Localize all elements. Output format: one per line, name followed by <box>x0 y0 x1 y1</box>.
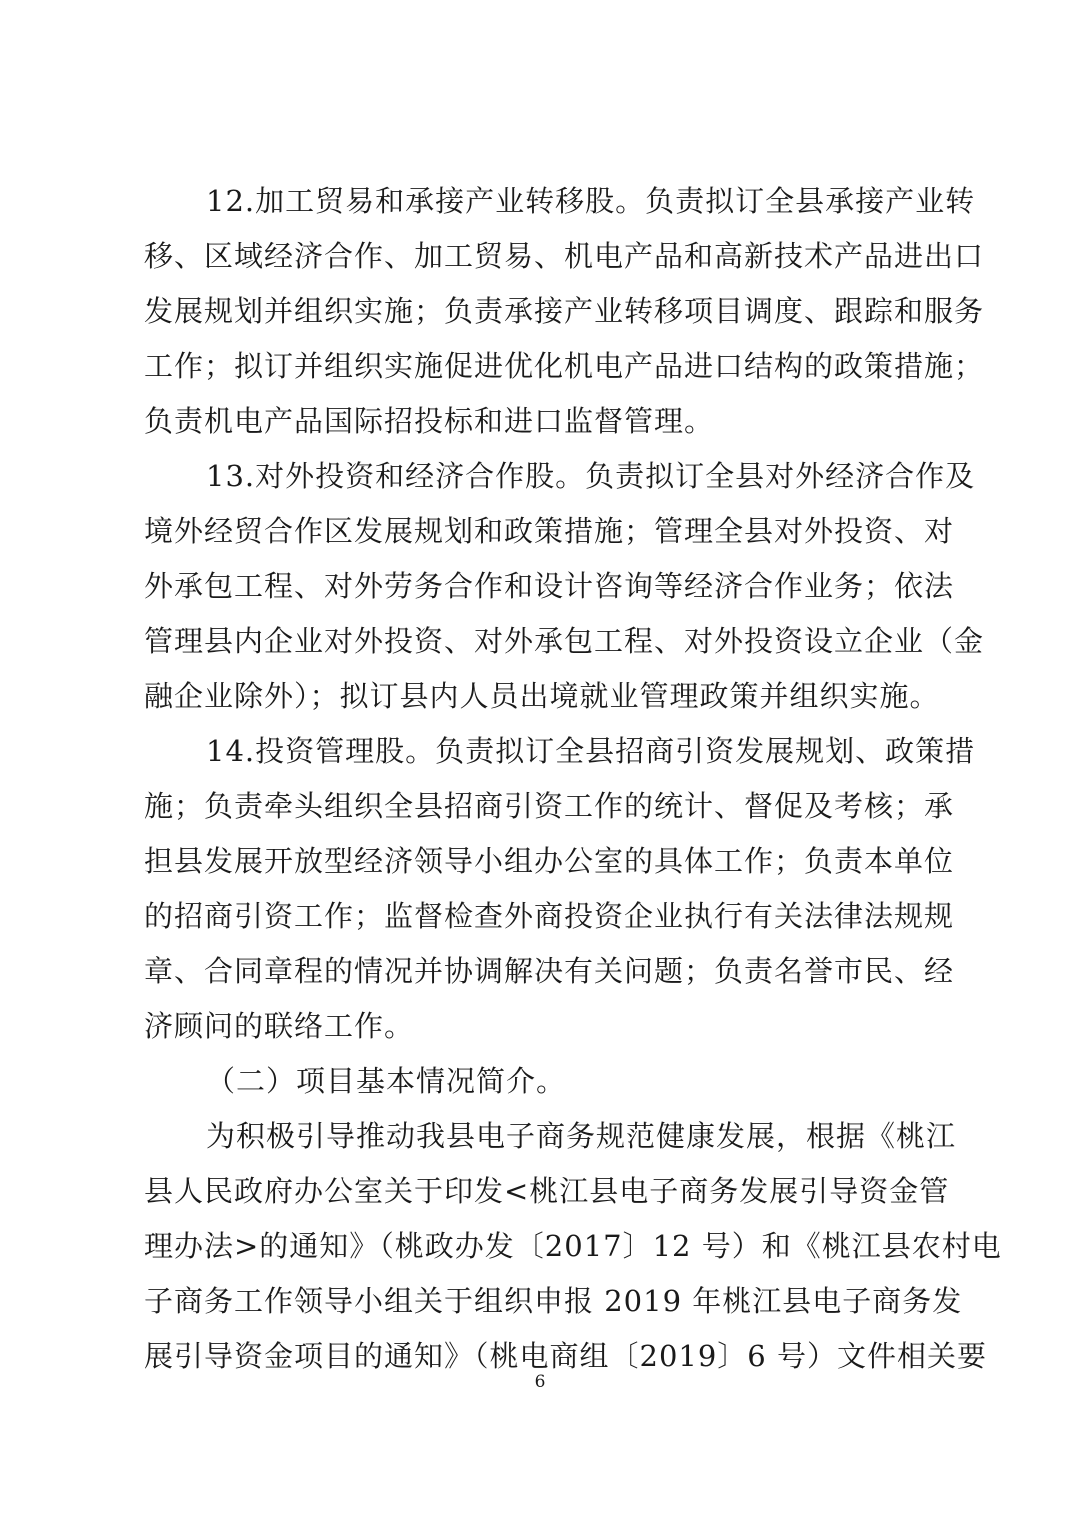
paragraph-12-line-2: 移、区域经济合作、加工贸易、机电产品和高新技术产品进出口 <box>144 239 985 273</box>
page-number: 6 <box>534 1372 546 1392</box>
paragraph-intro-line-1: 为积极引导推动我县电子商务规范健康发展，根据《桃江 <box>206 1119 957 1153</box>
paragraph-12-line-5: 负责机电产品国际招投标和进口监督管理。 <box>144 404 715 438</box>
paragraph-12-line-3: 发展规划并组织实施；负责承接产业转移项目调度、跟踪和服务 <box>144 294 985 328</box>
paragraph-13-line-1: 13.对外投资和经济合作股。负责拟订全县对外经济合作及 <box>206 459 976 493</box>
paragraph-13-line-2: 境外经贸合作区发展规划和政策措施；管理全县对外投资、对 <box>144 514 955 548</box>
paragraph-14-line-1: 14.投资管理股。负责拟订全县招商引资发展规划、政策措 <box>206 734 976 768</box>
paragraph-13-line-3: 外承包工程、对外劳务合作和设计咨询等经济合作业务；依法 <box>144 569 955 603</box>
paragraph-12-line-4: 工作；拟订并组织实施促进优化机电产品进口结构的政策措施； <box>144 349 985 383</box>
paragraph-14-line-3: 担县发展开放型经济领导小组办公室的具体工作；负责本单位 <box>144 844 955 878</box>
paragraph-13-line-4: 管理县内企业对外投资、对外承包工程、对外投资设立企业（金 <box>144 624 985 658</box>
paragraph-12-line-1: 12.加工贸易和承接产业转移股。负责拟订全县承接产业转 <box>206 184 976 218</box>
paragraph-14-line-6: 济顾问的联络工作。 <box>144 1009 415 1043</box>
paragraph-intro-line-2: 县人民政府办公室关于印发<桃江县电子商务发展引导资金管 <box>144 1174 950 1208</box>
body-text <box>144 174 1002 1384</box>
paragraph-intro-line-4: 子商务工作领导小组关于组织申报 2019 年桃江县电子商务发 <box>144 1284 963 1318</box>
paragraph-14-line-4: 的招商引资工作；监督检查外商投资企业执行有关法律法规规 <box>144 899 955 933</box>
paragraph-14-line-5: 章、合同章程的情况并协调解决有关问题；负责名誉市民、经 <box>144 954 955 988</box>
paragraph-intro-line-3: 理办法>的通知》（桃政办发〔2017〕12 号）和《桃江县农村电 <box>144 1229 1002 1263</box>
paragraph-14-line-2: 施；负责牵头组织全县招商引资工作的统计、督促及考核；承 <box>144 789 955 823</box>
paragraph-intro-line-5: 展引导资金项目的通知》（桃电商组〔2019〕6 号）文件相关要 <box>144 1339 987 1373</box>
section-heading: （二）项目基本情况简介。 <box>206 1064 567 1098</box>
paragraph-13-line-5: 融企业除外）；拟订县内人员出境就业管理政策并组织实施。 <box>144 679 940 713</box>
